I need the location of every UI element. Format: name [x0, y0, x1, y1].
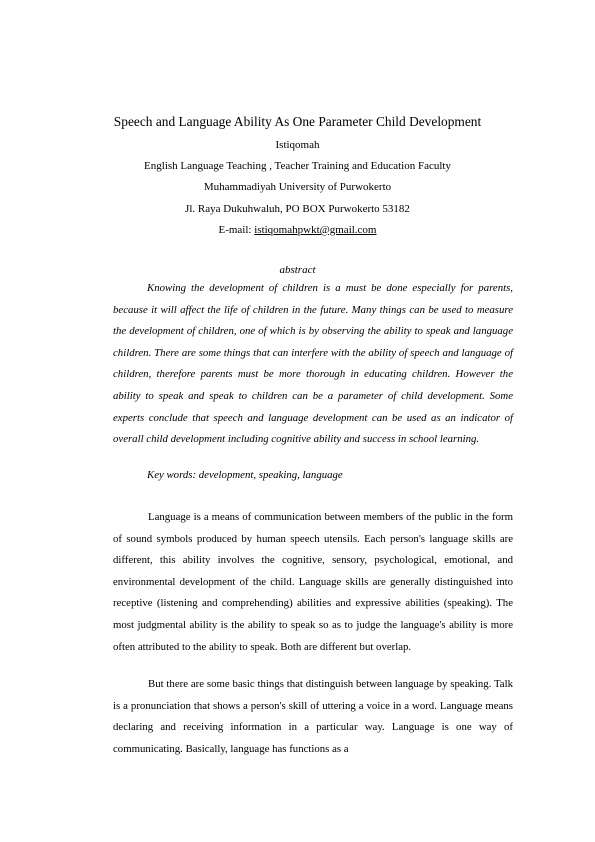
abstract-text: Knowing the development of children is a must be done especially for parents, because it will affect the life of children in the future. Many things can be used to measure the development of children, one of which is by observing the ability to speak and language children. There are some things that can interfere with the ability of speech and language of children, therefore parents must be more thorough in educating children. However the ability to speak and speak to children can be a parameter of child development. Some experts conclude that speech and language development can be used as an indicator of overall child development including cognitive ability and success in school learning. — [113, 282, 513, 446]
abstract-heading: abstract — [279, 264, 316, 276]
body-paragraph-2: But there are some basic things that distinguish between language by speaking. Talk is a pronunciation that shows a person's skill of uttering a voice in a word. Language means declaring and receiving information in a particular way. Language is one way of communicating. Basically, language has functions as a — [113, 678, 513, 755]
affiliation-department: English Language Teaching , Teacher Training and Education Faculty — [144, 160, 451, 172]
email-link[interactable]: istiqomahpwkt@gmail.com — [254, 224, 377, 236]
paper-title: Speech and Language Ability As One Parameter Child Development — [113, 114, 482, 129]
email-label: E-mail: — [218, 224, 255, 236]
affiliation-university: Muhammadiyah University of Purwokerto — [203, 181, 392, 193]
affiliation-address: Jl. Raya Dukuhwaluh, PO BOX Purwokerto 53182 — [185, 203, 410, 215]
email-line — [0, 223, 595, 237]
author-name: Istiqomah — [275, 139, 320, 151]
body-paragraph-1: Language is a means of communication between members of the public in the form of sound symbols produced by human speech utensils. Each person's language skills are different, this ability involves the cognitive, sensory, psychological, emotional, and environmental development of the child. Language skills are generally distinguished into receptive (listening and comprehending) abilities and expressive abilities (speaking). The most judgmental ability is the ability to speak so as to judge the language's ability is more often attributed to the ability to speak. Both are different but overlap. — [113, 511, 513, 653]
keywords-line: Key words: development, speaking, language — [147, 469, 343, 481]
